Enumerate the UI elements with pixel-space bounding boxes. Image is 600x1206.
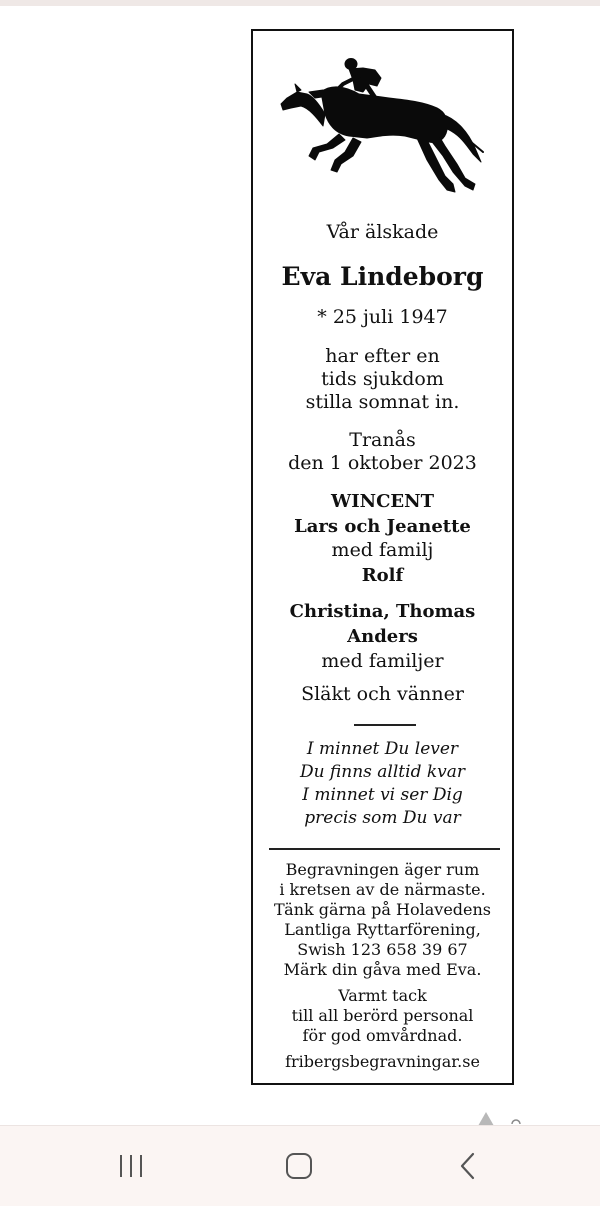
poem-line: I minnet Du lever [306,739,459,759]
thanks-line: för god omvårdnad. [302,1026,463,1045]
funeral-info-line: i kretsen av de närmaste. [279,880,486,899]
deceased-name: Eva Lindeborg [281,262,484,291]
thanks-line: Varmt tack [338,986,427,1005]
system-navigation-bar [0,1125,600,1206]
message-line: tids sjukdom [321,368,444,390]
obituary-notice [251,29,514,1085]
scroll-up-icon[interactable] [472,1106,528,1126]
date-of-death: den 1 oktober 2023 [288,452,477,474]
message-line: har efter en [325,345,440,367]
poem-line: I minnet vi ser Dig [302,785,463,805]
mourner-family: med familjer [321,650,444,672]
mourner: Anders [347,626,418,647]
funeral-info-line: Märk din gåva med Eva. [283,960,482,979]
relatives: Släkt och vänner [301,683,464,705]
status-strip [0,0,600,6]
divider [354,724,416,726]
message-line: stilla somnat in. [305,391,460,413]
back-button[interactable] [438,1144,498,1188]
funeral-info-line: Begravningen äger rum [285,860,480,879]
swish-number: Swish 123 658 39 67 [297,940,468,959]
horse-rider-jumping-icon [279,56,491,201]
place: Tranås [349,429,416,451]
thanks-line: till all berörd personal [291,1006,474,1025]
mourner: Christina, Thomas [289,601,476,622]
mourner: Rolf [361,565,404,586]
mourner: Lars och Jeanette [294,516,471,537]
divider [269,848,500,850]
funeral-info-line: Lantliga Ryttarförening, [284,920,481,939]
intro-line: Vår älskade [326,221,439,243]
family-name: WINCENT [331,491,434,512]
recent-apps-icon [116,1153,146,1179]
recent-apps-button[interactable] [101,1144,161,1188]
home-icon [284,1152,314,1180]
home-button[interactable] [269,1144,329,1188]
back-icon [458,1152,478,1180]
website: fribergsbegravningar.se [285,1052,480,1071]
poem-line: precis som Du var [304,808,461,828]
birth-date: * 25 juli 1947 [317,306,448,328]
funeral-info-line: Tänk gärna på Holavedens [273,900,492,919]
mourner-family: med familj [331,539,434,561]
poem-line: Du finns alltid kvar [299,762,466,782]
